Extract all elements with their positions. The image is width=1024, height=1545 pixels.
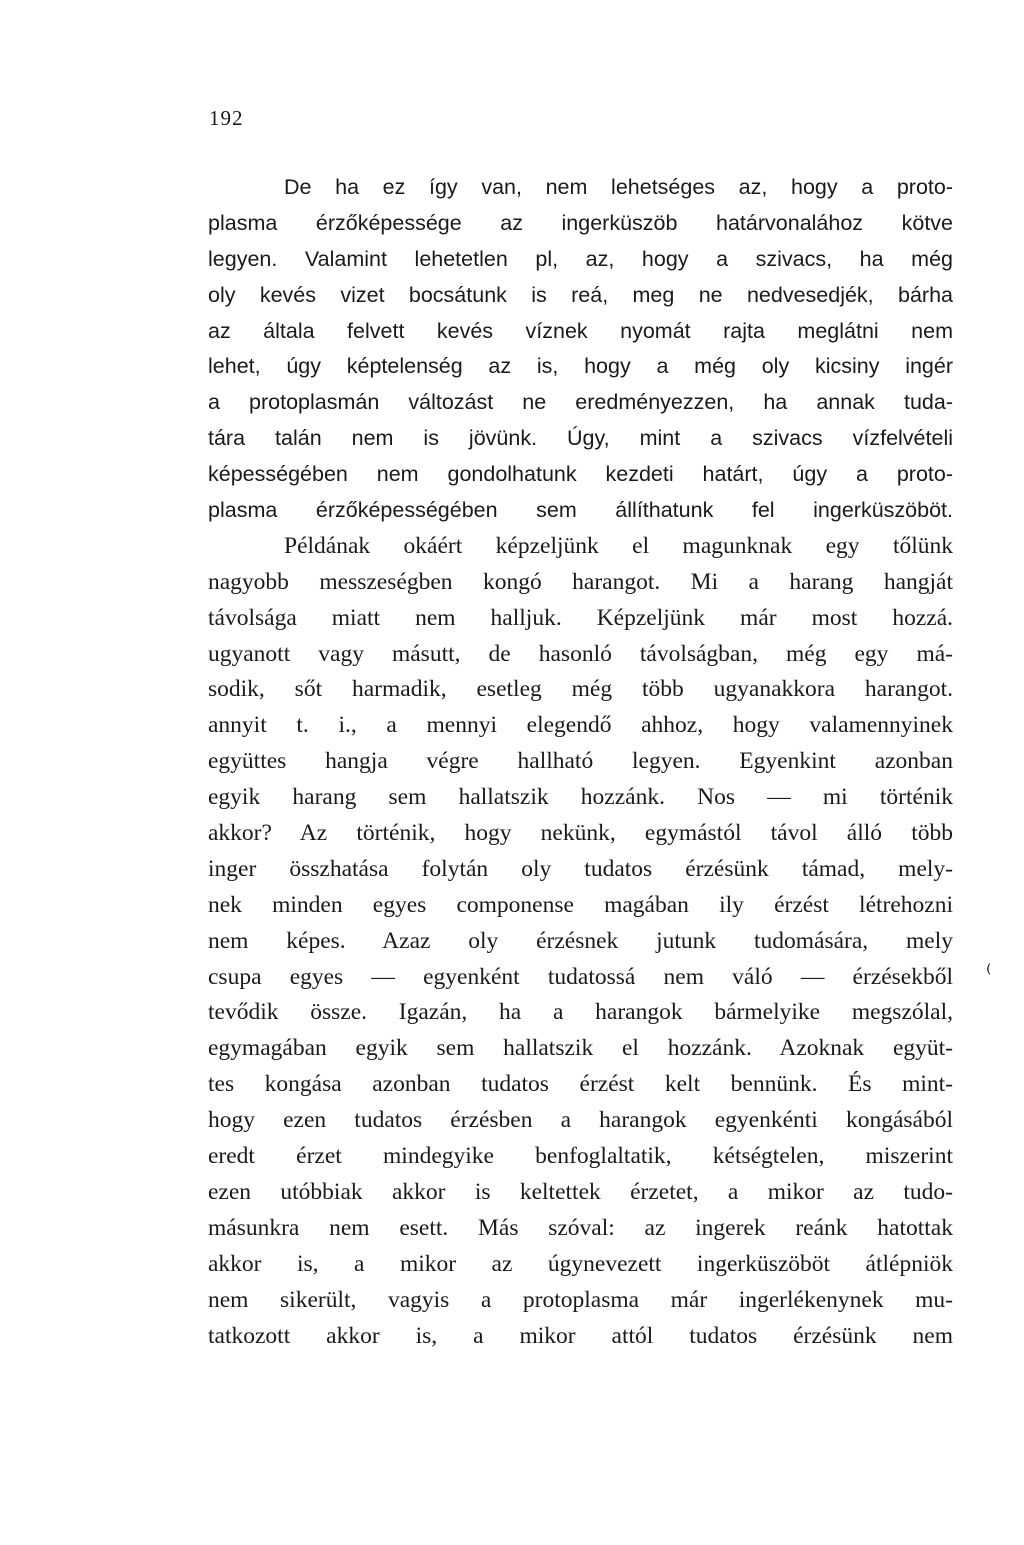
text-line: tatkozott akkor is, a mikor attól tudatos érzésünk nem (208, 1322, 953, 1349)
text-line: Példának okáért képzeljünk el magunknak egy tőlünk (284, 532, 953, 559)
text-line: plasma érzőképességében sem állíthatunk fel ingerküszöböt. (208, 498, 953, 523)
text-line: nagyobb messzeségben kongó harangot. Mi a harang hangját (208, 568, 953, 595)
text-line: képességében nem gondolhatunk kezdeti határt, úgy a proto- (208, 462, 953, 487)
page-number: 192 (209, 106, 244, 130)
text-line: távolsága miatt nem halljuk. Képzeljünk már most hozzá. (208, 604, 953, 631)
text-line: akkor is, a mikor az úgynevezett ingerküszöböt átlépniök (208, 1250, 953, 1277)
text-line: plasma érzőképessége az ingerküszöb határvonalához kötve (208, 210, 953, 235)
text-line: az általa felvett kevés víznek nyomát rajta meglátni nem (208, 318, 953, 343)
text-line: legyen. Valamint lehetetlen pl, az, hogy a szivacs, ha még (208, 246, 953, 271)
text-line: együttes hangja végre hallható legyen. Egyenkint azonban (208, 748, 953, 775)
text-line: egymagában egyik sem hallatszik el hozzánk. Azoknak együt- (208, 1035, 953, 1062)
text-line: eredt érzet mindegyike benfoglaltatik, kétségtelen, miszerint (208, 1143, 953, 1170)
text-line: inger összhatása folytán oly tudatos érzésünk támad, mely- (208, 855, 953, 882)
text-line: oly kevés vizet bocsátunk is reá, meg ne nedvesedjék, bárha (208, 282, 953, 307)
text-line: tevődik össze. Igazán, ha a harangok bármelyike megszólal, (208, 999, 953, 1026)
text-line: ugyanott vagy másutt, de hasonló távolságban, még egy má- (208, 640, 953, 667)
text-line: ezen utóbbiak akkor is keltettek érzetet, a mikor az tudo- (208, 1178, 953, 1205)
text-line: egyik harang sem hallatszik hozzánk. Nos — mi történik (208, 784, 953, 811)
text-line: nem képes. Azaz oly érzésnek jutunk tudomására, mely (208, 927, 953, 954)
text-line: tára talán nem is jövünk. Úgy, mint a szivacs vízfelvételi (208, 426, 953, 451)
text-line: nem sikerült, vagyis a protoplasma már ingerlékenynek mu- (208, 1286, 953, 1313)
text-line: a protoplasmán változást ne eredményezzen, ha annak tuda- (208, 390, 953, 415)
body-text (208, 170, 953, 1354)
text-line: nek minden egyes componense magában ily érzést létrehozni (208, 891, 953, 918)
text-line: csupa egyes — egyenként tudatossá nem váló — érzésekből (208, 963, 953, 990)
text-line: tes kongása azonban tudatos érzést kelt bennünk. És mint- (208, 1071, 953, 1098)
text-line: annyit t. i., a mennyi elegendő ahhoz, hogy valamennyinek (208, 712, 953, 739)
margin-mark: ⁽ (986, 960, 992, 985)
text-line: másunkra nem esett. Más szóval: az ingerek reánk hatottak (208, 1214, 953, 1241)
text-line: hogy ezen tudatos érzésben a harangok egyenkénti kongásából (208, 1107, 953, 1134)
text-line: De ha ez így van, nem lehetséges az, hogy a proto- (284, 175, 953, 199)
text-line: akkor? Az történik, hogy nekünk, egymástól távol álló több (208, 820, 953, 847)
text-line: sodik, sőt harmadik, esetleg még több ugyanakkora harangot. (208, 676, 953, 703)
text-line: lehet, úgy képtelenség az is, hogy a még oly kicsiny ingér (208, 354, 953, 379)
